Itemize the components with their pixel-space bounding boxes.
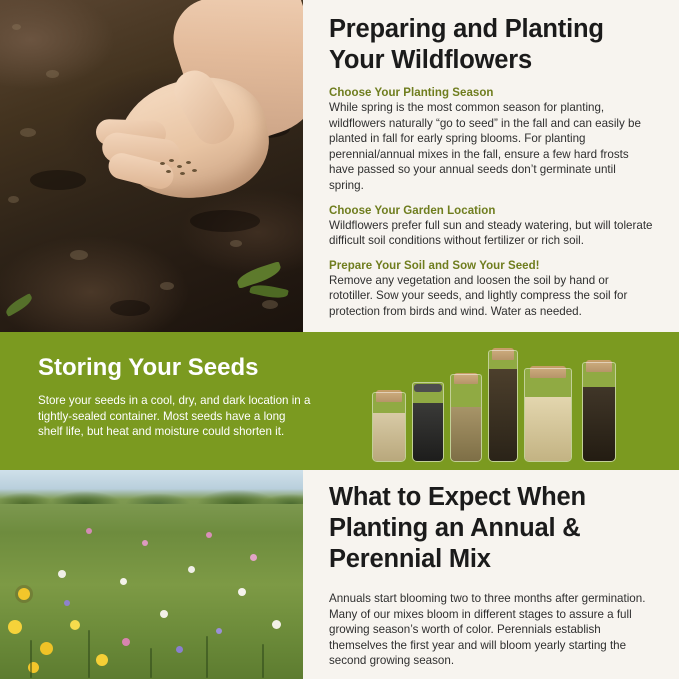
grass xyxy=(206,636,208,678)
seed xyxy=(192,169,197,172)
subheading-garden-location: Choose Your Garden Location xyxy=(329,204,496,217)
grass xyxy=(150,648,152,678)
flower-yellow xyxy=(70,620,80,630)
soil-texture xyxy=(20,128,36,137)
seed-jar xyxy=(582,362,616,462)
seed xyxy=(169,159,174,162)
soil-texture xyxy=(12,24,21,30)
subheading-prepare-soil: Prepare Your Soil and Sow Your Seed! xyxy=(329,259,540,272)
flower-pink xyxy=(206,532,212,538)
jar-contents xyxy=(583,387,615,461)
section3-title: What to Expect When Planting an Annual & Perennial Mix xyxy=(329,483,586,573)
grass xyxy=(30,640,32,678)
seed xyxy=(160,162,165,165)
jar-contents xyxy=(489,369,517,461)
soil-texture xyxy=(30,170,86,190)
paragraph-planting-season: While spring is the most common season for planting, wildflowers naturally “go to seed” in the fall and can easily be planted in fall for early spring blooms. For planting perennial/annual mixes in the fall, ensure a few hard frosts have passed so your annual seeds don’t germinate until spring. xyxy=(329,101,641,192)
flower-pink xyxy=(86,528,92,534)
grass xyxy=(262,644,264,678)
jar-contents xyxy=(373,413,405,461)
section2-text-column xyxy=(0,332,340,470)
soil-texture xyxy=(262,300,278,309)
grass xyxy=(88,630,90,678)
jar-contents xyxy=(413,403,443,461)
section1-text-column xyxy=(303,0,679,332)
flower-white xyxy=(58,570,66,578)
flower-pink xyxy=(250,554,257,561)
tree-line xyxy=(0,478,303,504)
soil-texture xyxy=(160,282,174,290)
section3-paragraph: Annuals start blooming two to three months after germination. Many of our mixes bloom in different stages to assure a full growing season’s worth of color. Perennials establish themselves the first year and will bloom yearly starting the second growing season. xyxy=(329,592,646,668)
soil-texture xyxy=(46,70,59,78)
seed xyxy=(180,172,185,175)
hand-illustration xyxy=(88,8,303,223)
flower-purple xyxy=(216,628,222,634)
seed-jars-image xyxy=(340,332,679,470)
soil-texture xyxy=(70,250,88,260)
flower-yellow xyxy=(40,642,53,655)
section-what-to-expect xyxy=(0,470,679,679)
wildflower-meadow-image xyxy=(0,470,303,679)
flower-yellow xyxy=(18,588,30,600)
section2-paragraph: Store your seeds in a cool, dry, and dark location in a tightly-sealed container. Most seeds have a long shelf life, but heat and moisture could shorten it. xyxy=(38,394,311,439)
section2-title: Storing Your Seeds xyxy=(38,354,259,381)
seed-jar xyxy=(450,374,482,462)
flower-purple xyxy=(64,600,70,606)
flower-white xyxy=(160,610,168,618)
seed-jar xyxy=(412,382,444,462)
section-preparing-and-planting xyxy=(0,0,679,332)
flower-white xyxy=(238,588,246,596)
flower-yellow xyxy=(8,620,22,634)
hand-sowing-seeds-image xyxy=(0,0,303,332)
seed xyxy=(166,170,171,173)
paragraph-prepare-soil: Remove any vegetation and loosen the soil by hand or rototiller. Sow your seeds, and lightly compress the soil for protection from birds and wind. Water as needed. xyxy=(329,273,628,318)
seed-jar xyxy=(372,392,406,462)
section-storing-your-seeds xyxy=(0,332,679,470)
flower-pink xyxy=(142,540,148,546)
flower-pink xyxy=(122,638,130,646)
seed-jar xyxy=(524,368,572,462)
jar-contents xyxy=(451,407,481,461)
seed xyxy=(186,161,191,164)
seed xyxy=(177,165,182,168)
subheading-planting-season: Choose Your Planting Season xyxy=(329,87,494,99)
flower-white xyxy=(120,578,127,585)
section3-text-column xyxy=(303,470,679,679)
flower-yellow xyxy=(96,654,108,666)
jar-contents xyxy=(525,397,571,461)
section1-title: Preparing and Planting Your Wildflowers xyxy=(329,15,604,74)
flower-white xyxy=(272,620,281,629)
soil-texture xyxy=(230,240,242,247)
flower-purple xyxy=(176,646,183,653)
seed-jar xyxy=(488,350,518,462)
seeds-in-hand xyxy=(158,158,202,180)
soil-texture xyxy=(110,300,150,316)
paragraph-garden-location: Wildflowers prefer full sun and steady watering, but will tolerate difficult soil conditions without fertilizer or rich soil. xyxy=(329,218,653,248)
soil-texture xyxy=(8,196,19,203)
flower-white xyxy=(188,566,195,573)
